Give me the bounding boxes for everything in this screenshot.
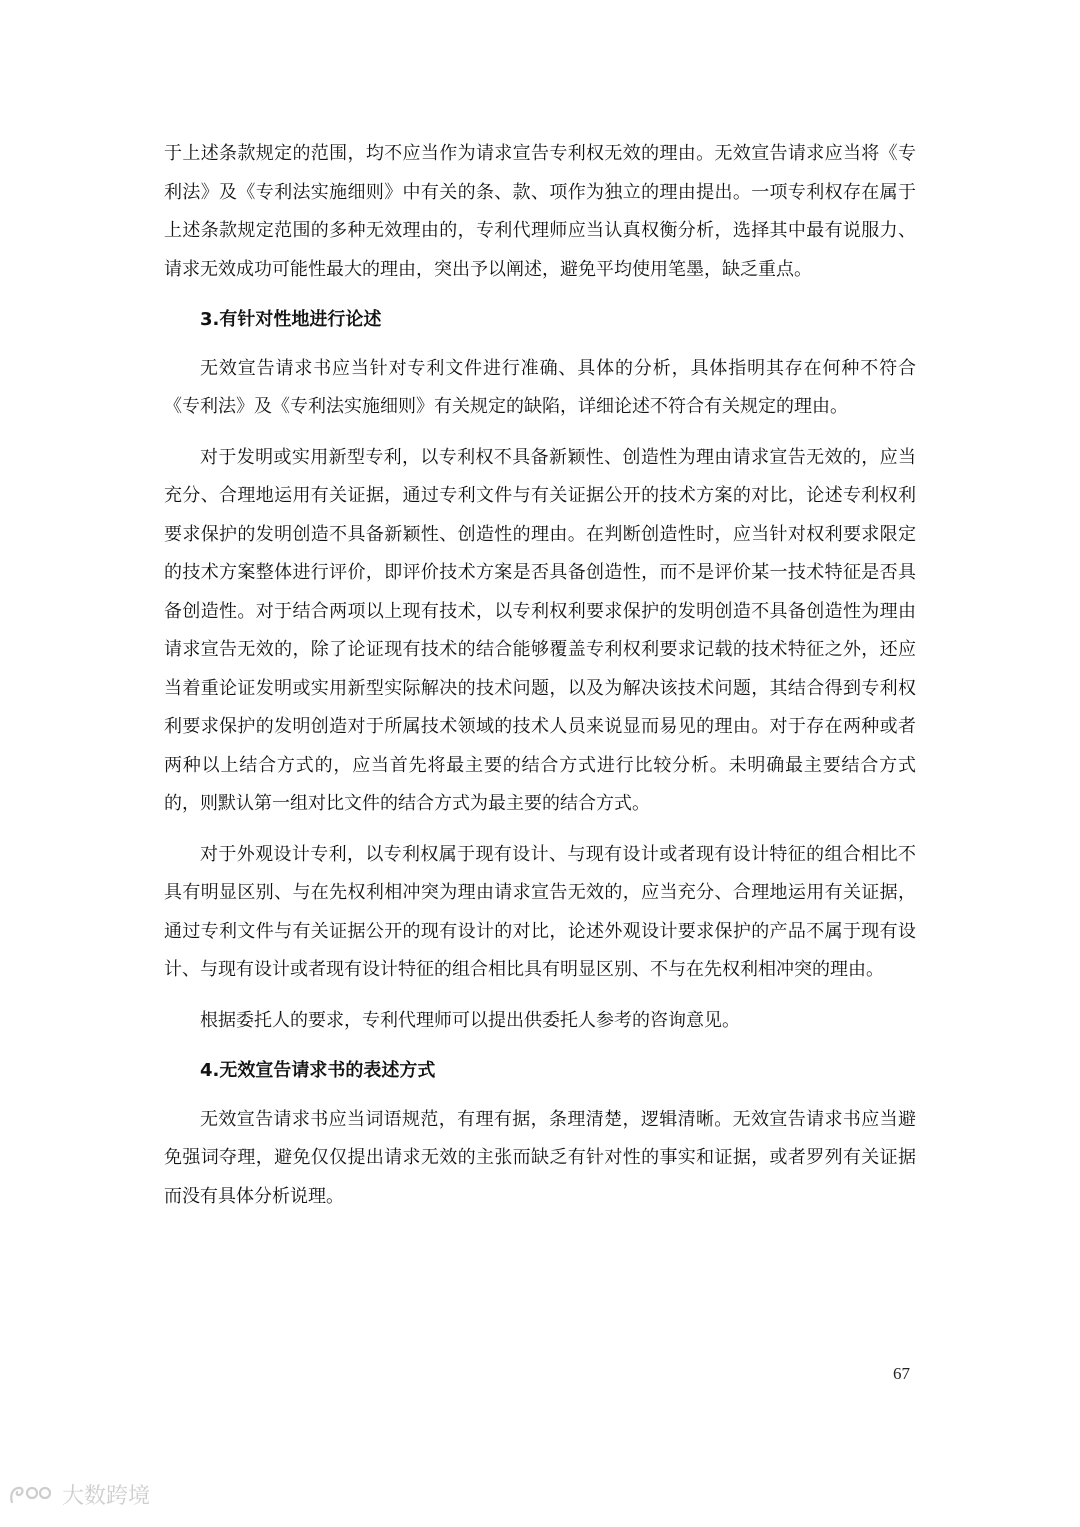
watermark [8,1479,150,1510]
spacer [164,990,916,1002]
spacer [164,1040,916,1052]
section-4-paragraph-1: 无效宣告请求书应当词语规范，有理有据，条理清楚，逻辑清晰。无效宣告请求书应当避免强词夺理，避免仅仅提出请求无效的主张而缺乏有针对性的事实和证据，或者罗列有关证据而没有具体分析说理。 [164,1108,916,1207]
brand-logo-icon [8,1484,56,1506]
spacer [164,340,916,350]
watermark-text: 大数跨境 [62,1484,151,1509]
section-3-paragraph-3: 对于外观设计专利，以专利权属于现有设计、与现有设计或者现有设计特征的组合相比不具有明显区别、与在先权利相冲突为理由请求宣告无效的，应当充分、合理地运用有关证据，通过专利文件与有关证据公开的现有设计的对比，论述外观设计要求保护的产品不属于现有设计、与现有设计或者现有设计特征的组合相比具有明显区别、不与在先权利相冲突的理由。 [164,843,916,980]
section-3-paragraph-4: 根据委托人的要求，专利代理师可以提出供委托人参考的咨询意见。 [200,1009,740,1031]
page-number: 67 [893,1364,910,1383]
document-body [164,135,916,1216]
section-3-paragraph-2: 对于发明或实用新型专利，以专利权不具备新颖性、创造性为理由请求宣告无效的，应当充分、合理地运用有关证据，通过专利文件与有关证据公开的技术方案的对比，论述专利权利要求保护的发明创造不具备新颖性、创造性的理由。在判断创造性时，应当针对权利要求限定的技术方案整体进行评价，即评价技术方案是否具备创造性，而不是评价某一技术特征是否具备创造性。对于结合两项以上现有技术，以专利权利要求保护的发明创造不具备创造性为理由请求宣告无效的，除了论证现有技术的结合能够覆盖专利权利要求记载的技术特征之外，还应当着重论证发明或实用新型实际解决的技术问题，以及为解决该技术问题，其结合得到专利权利要求保护的发明创造对于所属技术领域的技术人员来说显而易见的理由。对于存在两种或者两种以上结合方式的，应当首先将最主要的结合方式进行比较分析。未明确最主要结合方式的，则默认第一组对比文件的结合方式为最主要的结合方式。 [164,446,916,814]
spacer [164,427,916,439]
section-3-paragraph-1: 无效宣告请求书应当针对专利文件进行准确、具体的分析，具体指明其存在何种不符合《专利法》及《专利法实施细则》有关规定的缺陷，详细论述不符合有关规定的理由。 [164,357,916,417]
section-4-heading: 4.无效宣告请求书的表述方式 [200,1060,436,1081]
spacer [164,824,916,836]
section-3-heading: 3.有针对性地进行论述 [200,309,382,330]
paragraph-continuation: 于上述条款规定的范围，均不应当作为请求宣告专利权无效的理由。无效宣告请求应当将《专利法》及《专利法实施细则》中有关的条、款、项作为独立的理由提出。一项专利权存在属于上述条款规定范围的多种无效理由的，专利代理师应当认真权衡分析，选择其中最有说服力、请求无效成功可能性最大的理由，突出予以阐述，避免平均使用笔墨，缺乏重点。 [164,143,916,280]
spacer [164,289,916,301]
spacer [164,1091,916,1101]
